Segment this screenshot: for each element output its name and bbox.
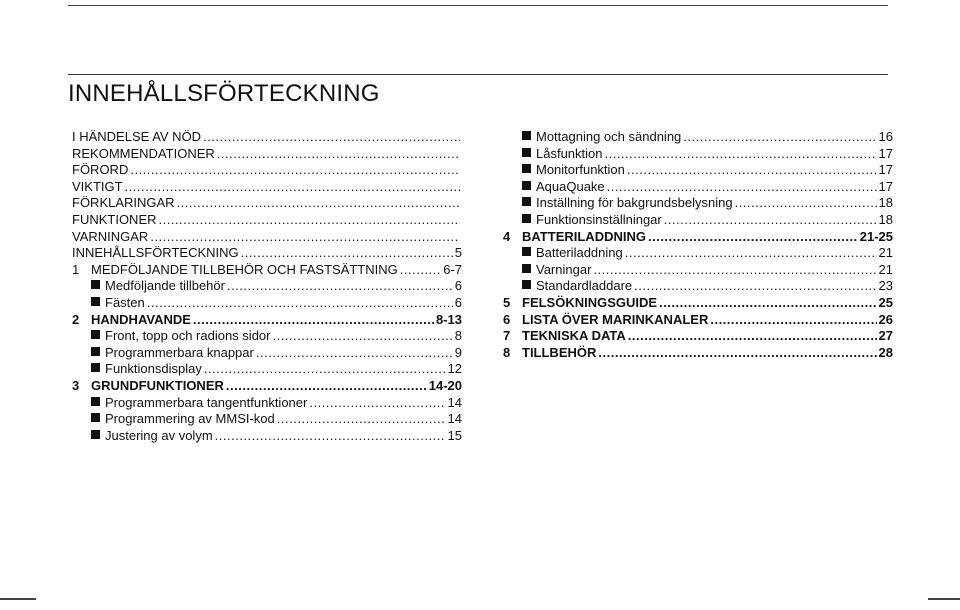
toc-page-number: 14 — [447, 394, 462, 410]
toc-entry-label: FELSÖKNINGSGUIDE — [522, 294, 658, 310]
toc-entry — [503, 345, 893, 362]
toc-leader-dots — [659, 295, 876, 312]
toc-entry — [503, 212, 893, 229]
toc-entry — [503, 262, 893, 279]
toc-leader-dots — [627, 162, 877, 179]
square-bullet-icon — [522, 148, 531, 157]
toc-entry-label: TEKNISKA DATA — [522, 328, 626, 344]
toc-leader-dots — [227, 278, 453, 295]
toc-entry — [503, 295, 893, 312]
square-bullet-icon — [91, 347, 100, 356]
square-bullet-icon — [91, 297, 100, 306]
toc-page-number: 8 — [454, 328, 462, 344]
toc-entry-label: Programmering av MMSI-kod — [105, 411, 275, 427]
toc-entry — [503, 129, 893, 146]
toc-entry — [72, 212, 462, 229]
toc-leader-dots — [226, 378, 427, 395]
toc-entry — [503, 328, 893, 345]
toc-leader-dots — [648, 229, 858, 246]
square-bullet-icon — [522, 280, 531, 289]
toc-page-number: 18 — [878, 211, 893, 227]
square-bullet-icon — [91, 280, 100, 289]
toc-entry-label: FÖRKLARINGAR — [72, 195, 175, 211]
toc-leader-dots — [683, 129, 876, 146]
toc-entry — [72, 146, 462, 163]
toc-leader-dots — [634, 278, 876, 295]
toc-page-number: 12 — [447, 361, 462, 377]
toc-entry-label: Front, topp och radions sidor — [105, 328, 271, 344]
toc-entry-label: REKOMMENDATIONER — [72, 145, 215, 161]
toc-right-column — [503, 129, 893, 361]
square-bullet-icon — [522, 264, 531, 273]
bottom-mark-right — [928, 598, 960, 600]
toc-entry — [503, 162, 893, 179]
toc-leader-dots — [735, 195, 877, 212]
toc-entry-label: Funktionsinställningar — [536, 211, 662, 227]
toc-page-number: 25 — [878, 294, 893, 310]
toc-entry-label: Batteriladdning — [536, 245, 623, 261]
toc-chapter-number: 2 — [72, 311, 80, 327]
toc-entry-label: Medföljande tillbehör — [105, 278, 225, 294]
toc-entry-label: Mottagning och sändning — [536, 129, 682, 144]
toc-entry — [72, 378, 462, 395]
toc-leader-dots — [309, 395, 445, 412]
square-bullet-icon — [522, 247, 531, 256]
title-rule — [68, 74, 888, 75]
toc-page-number: 17 — [878, 145, 893, 161]
toc-entry-label: LISTA ÖVER MARINKANALER — [522, 311, 709, 327]
toc-entry-label: BATTERILADDNING — [522, 228, 646, 244]
toc-page-number: 14-20 — [428, 377, 462, 393]
top-rule — [68, 0, 888, 6]
toc-entry — [72, 262, 462, 279]
toc-leader-dots — [605, 146, 877, 163]
square-bullet-icon — [522, 181, 531, 190]
toc-entry — [503, 179, 893, 196]
toc-leader-dots — [159, 212, 461, 229]
square-bullet-icon — [91, 430, 100, 439]
toc-entry-label: Inställning för bakgrundsbelysning — [536, 195, 733, 211]
toc-leader-dots — [400, 262, 441, 279]
toc-entry-label: FÖRORD — [72, 162, 129, 178]
toc-page-number: 21 — [878, 261, 893, 277]
toc-chapter-number: 1 — [72, 261, 80, 277]
toc-page-number: 18 — [878, 195, 893, 211]
square-bullet-icon — [522, 197, 531, 206]
toc-leader-dots — [272, 328, 452, 345]
toc-entry-label: TILLBEHÖR — [522, 344, 597, 360]
bottom-mark-left — [0, 598, 36, 600]
toc-leader-dots — [710, 312, 876, 329]
toc-entry-label: VIKTIGT — [72, 178, 123, 194]
toc-leader-dots — [241, 245, 453, 262]
toc-entry — [503, 229, 893, 246]
toc-leader-dots — [217, 146, 460, 163]
toc-entry — [503, 278, 893, 295]
toc-entry — [503, 312, 893, 329]
toc-leader-dots — [256, 345, 453, 362]
toc-chapter-number: 7 — [503, 328, 511, 344]
toc-page-number: 17 — [878, 162, 893, 178]
toc-entry — [503, 146, 893, 163]
toc-page-number: 6 — [454, 278, 462, 294]
toc-entry-label: Låsfunktion — [536, 145, 603, 161]
square-bullet-icon — [91, 363, 100, 372]
toc-entry-label: HANDHAVANDE — [91, 311, 191, 327]
toc-leader-dots — [598, 345, 876, 362]
toc-entry-label: VARNINGAR — [72, 228, 149, 244]
toc-entry-label: Fästen — [105, 294, 145, 310]
toc-leader-dots — [625, 245, 877, 262]
toc-page-number: 28 — [878, 344, 893, 360]
square-bullet-icon — [91, 330, 100, 339]
toc-chapter-number: 5 — [503, 294, 511, 310]
toc-page-number: 5 — [454, 245, 462, 261]
toc-page-number: 16 — [878, 129, 893, 144]
toc-entry — [72, 162, 462, 179]
toc-leader-dots — [150, 229, 460, 246]
toc-entry — [72, 245, 462, 262]
toc-entry-label: GRUNDFUNKTIONER — [91, 377, 224, 393]
toc-entry-label: AquaQuake — [536, 178, 605, 194]
toc-entry-label: Standardladdare — [536, 278, 633, 294]
toc-page-number: 8-13 — [435, 311, 462, 327]
toc-entry-label: Varningar — [536, 261, 592, 277]
toc-entry — [72, 395, 462, 412]
square-bullet-icon — [522, 164, 531, 173]
toc-leader-dots — [215, 428, 446, 445]
toc-entry — [72, 411, 462, 428]
toc-entry — [72, 179, 462, 196]
toc-page-number: 15 — [447, 427, 462, 443]
square-bullet-icon — [91, 413, 100, 422]
toc-leader-dots — [130, 162, 460, 179]
toc-leader-dots — [203, 129, 460, 146]
toc-entry-label: Justering av volym — [105, 427, 213, 443]
toc-leader-dots — [193, 312, 434, 329]
toc-page-number: 21-25 — [859, 228, 893, 244]
toc-entry — [72, 278, 462, 295]
toc-page-number: 9 — [454, 344, 462, 360]
square-bullet-icon — [522, 214, 531, 223]
toc-entry-label: Programmerbara knappar — [105, 344, 254, 360]
square-bullet-icon — [91, 397, 100, 406]
toc-leader-dots — [664, 212, 877, 229]
toc-entry-label: Programmerbara tangentfunktioner — [105, 394, 308, 410]
toc-page-number: 6 — [454, 294, 462, 310]
toc-entry — [72, 328, 462, 345]
toc-leader-dots — [607, 179, 877, 196]
toc-page-number: 14 — [447, 411, 462, 427]
toc-entry — [503, 245, 893, 262]
toc-leader-dots — [177, 195, 460, 212]
toc-entry-label: Funktionsdisplay — [105, 361, 202, 377]
toc-entry — [72, 129, 462, 146]
toc-leader-dots — [125, 179, 460, 196]
square-bullet-icon — [522, 131, 531, 140]
toc-entry-label: FUNKTIONER — [72, 211, 157, 227]
toc-page-number: 23 — [878, 278, 893, 294]
toc-entry-label: I HÄNDELSE AV NÖD — [72, 129, 202, 144]
toc-leader-dots — [204, 361, 446, 378]
toc-page-number: 17 — [878, 178, 893, 194]
page-title: INNEHÅLLSFÖRTECKNING — [68, 80, 380, 107]
toc-page-number: 6-7 — [443, 261, 462, 277]
toc-entry — [72, 312, 462, 329]
toc-entry — [503, 195, 893, 212]
toc-leader-dots — [628, 328, 877, 345]
toc-chapter-number: 4 — [503, 228, 511, 244]
toc-leader-dots — [593, 262, 876, 279]
toc-left-column — [72, 129, 462, 444]
toc-entry — [72, 229, 462, 246]
toc-page-number: 26 — [878, 311, 893, 327]
toc-page-number: 21 — [878, 245, 893, 261]
toc-entry — [72, 295, 462, 312]
toc-entry-label: MEDFÖLJANDE TILLBEHÖR OCH FASTSÄTTNING — [91, 261, 398, 277]
toc-chapter-number: 6 — [503, 311, 511, 327]
toc-entry — [72, 195, 462, 212]
toc-leader-dots — [277, 411, 446, 428]
toc-leader-dots — [147, 295, 453, 312]
toc-entry — [72, 428, 462, 445]
toc-chapter-number: 3 — [72, 377, 80, 393]
toc-entry-label: INNEHÅLLSFÖRTECKNING — [72, 245, 239, 261]
toc-entry-label: Monitorfunktion — [536, 162, 625, 178]
toc-entry — [72, 361, 462, 378]
toc-entry — [72, 345, 462, 362]
toc-page-number: 27 — [878, 328, 893, 344]
toc-chapter-number: 8 — [503, 344, 511, 360]
